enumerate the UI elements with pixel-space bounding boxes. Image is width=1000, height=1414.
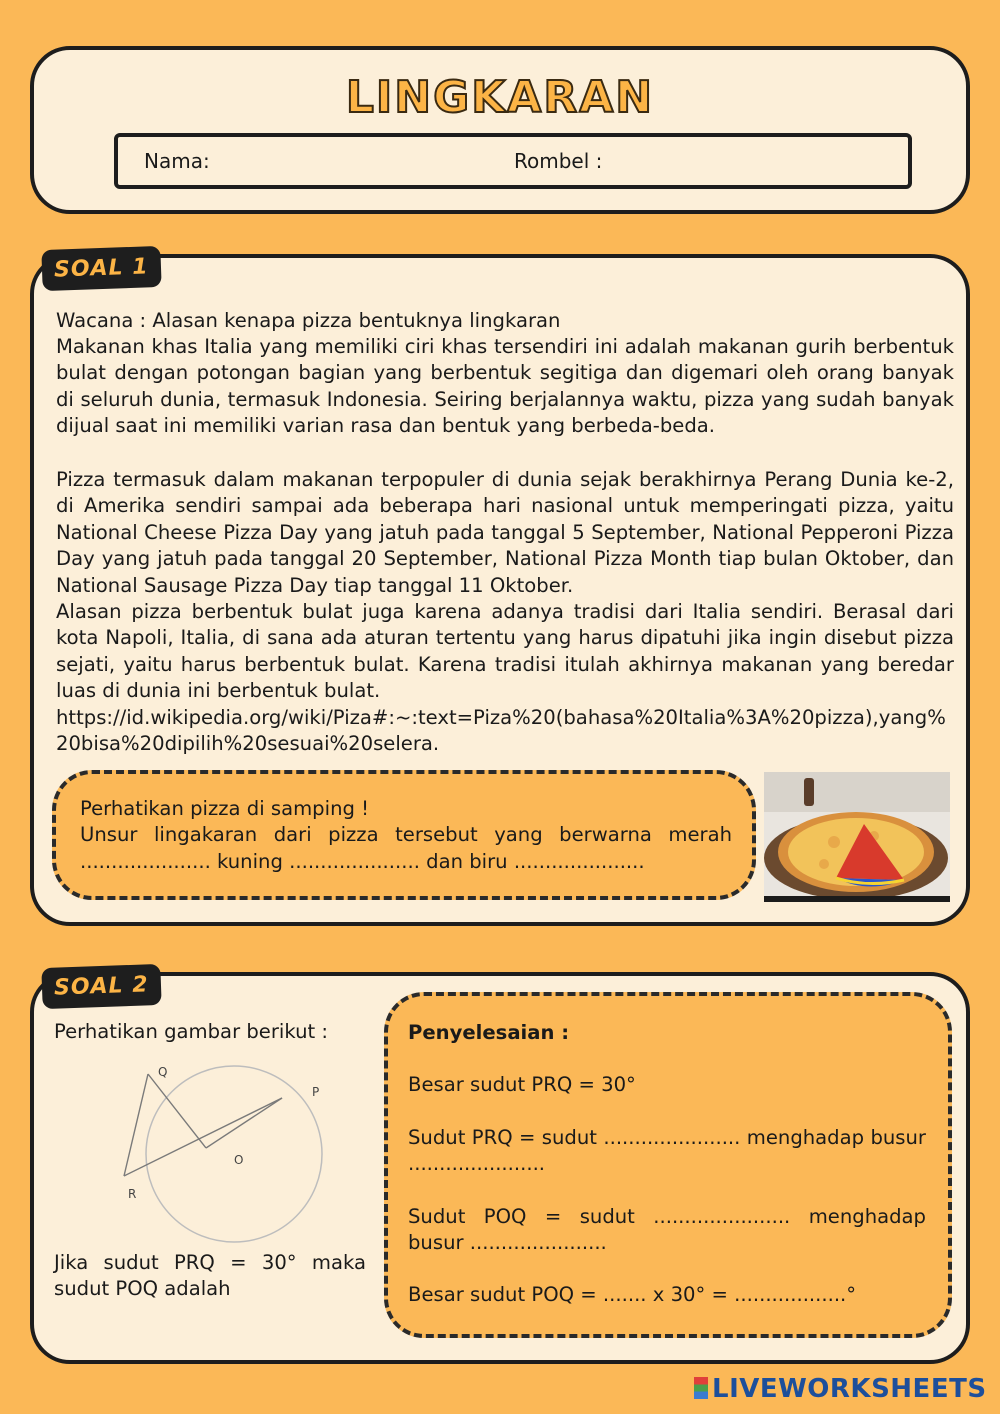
label-q: Q [158,1065,168,1079]
solution-title: Penyelesaian : [408,1021,570,1044]
task-question: Unsur lingakaran dari pizza tersebut yang berwarna merah ..................... kuning ..................... dan biru ..................... [80,823,732,873]
solution-line-2: Sudut PRQ = sudut ...................... menghadap busur ...................... [408,1125,926,1176]
circle-figure [100,1060,360,1250]
pizza-image [764,772,950,902]
nama-label: Nama: [144,149,210,173]
wacana-paragraph-3: Alasan pizza berbentuk bulat juga karena adanya tradisi dari Italia sendiri. Berasal dari kota Napoli, Italia, di sana ada aturan tertentu yang harus dipatuhi jika ingin disebut pizza sejati, yaitu harus berbentuk bulat. Karena tradisi itulah akhirnya makanan yang beredar luas di dunia ini berbentuk bulat. [56,600,954,703]
page-title: LINGKARAN [345,72,655,123]
soal1-badge: SOAL 1 [41,246,161,291]
soal2-card [30,972,970,1364]
wacana-paragraph-2: Pizza termasuk dalam makanan terpopuler di dunia sejak berakhirnya Perang Dunia ke-2, di Amerika sendiri sampai ada beberapa hari nasional untuk memperingati pizza, yaitu National Cheese Pizza Day yang jatuh pada tanggal 5 September, National Pepperoni Pizza Day yang jatuh pada tanggal 20 September, National Pizza Month tiap bulan Oktober, dan National Sausage Pizza Day tiap tanggal 11 Oktober. [56,468,954,597]
liveworksheets-logo[interactable] [694,1374,987,1404]
header-card [30,46,970,214]
name-box [114,133,912,189]
rombel-label: Rombel : [514,149,603,173]
label-o: O [234,1153,244,1167]
label-p: P [312,1085,320,1099]
wacana-paragraph-1: Makanan khas Italia yang memiliki ciri khas tersendiri ini adalah makanan gurih berbentuk bulat dengan potongan bagian yang berbentuk segitiga dan digemari oleh orang banyak di seluruh dunia, termasuk Indonesia. Seiring berjalannya waktu, pizza yang sudah banyak dijual saat ini memiliki varian rasa dan bentuk yang berbeda-beda. [56,335,954,438]
soal2-question: Jika sudut PRQ = 30° maka sudut POQ adalah [54,1251,366,1301]
solution-line-4: Besar sudut POQ = ....... x 30° = ..................° [408,1283,857,1307]
task-instruction: Perhatikan pizza di samping ! [80,797,370,820]
liveworksheets-brand: LIVEWORKSHEETS [712,1374,987,1404]
solution-box [384,992,952,1338]
soal1-task-box [52,770,756,900]
soal1-card [30,254,970,926]
wacana-title: Wacana : Alasan kenapa pizza bentuknya lingkaran [56,309,561,332]
solution-line-3: Sudut POQ = sudut ...................... menghadap busur ...................... [408,1204,926,1255]
label-r: R [128,1187,137,1201]
soal2-badge: SOAL 2 [41,964,161,1009]
soal2-prompt: Perhatikan gambar berikut : [54,1020,329,1043]
source-link[interactable]: https://id.wikipedia.org/wiki/Piza#:~:text=Piza%20(bahasa%20Italia%3A%20pizza),yang%20bisa%20dipilih%20sesuai%20selera. [56,706,946,756]
liveworksheets-icon [694,1377,708,1399]
solution-line-1: Besar sudut PRQ = 30° [408,1073,636,1097]
